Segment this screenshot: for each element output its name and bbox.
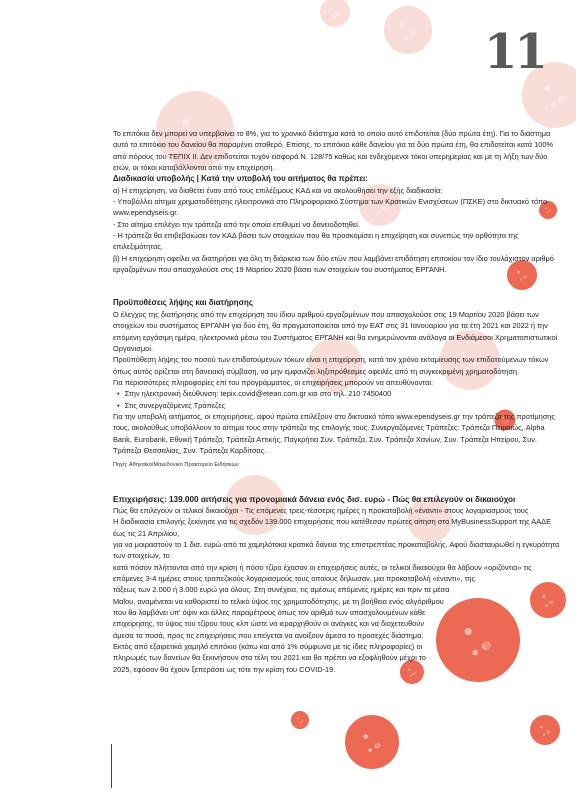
text-line: τάξεως των 2.000 ή 3.000 ευρώ για όλους. Στη συνέχεια, τις αμέσως επόμενες ημέρες και πριν τα μέσα xyxy=(113,585,450,595)
list-item: β) Η επιχείρηση οφείλει να διατηρήσει για όλη τη διάρκεια των δύο ετών που λαμβάνει επιδότηση επιτοκίου τον ίδιο τουλάχιστον αριθμό εργαζομένων που απασχολούσε στις 19 Μαρτίου 2020 βάσει των στοιχείων του συστήματος ΕΡΓΑΝΗ. xyxy=(113,253,554,275)
article-lines xyxy=(113,505,565,675)
text-line: Πώς θα επιλεγούν οι τελικοί δικαιούχοι - Τις επόμενες τρεις-τέσσερις ημέρες η προκαταβολή «έναντι» στους λογαριασμούς τους xyxy=(113,505,529,515)
text-line: Η διαδικασία επιλογής ξεκίνησε για τις σχεδόν 139.000 επιχειρήσεις που κατέθεσαν πρώτες αίτηση στο MyBusinessSupport της ΑΑΔΕ έως τις 21 Απριλίου, xyxy=(113,517,552,538)
section-heading: Προϋποθέσεις λήψης και διατήρησης xyxy=(113,298,253,308)
text-line: για να μοιραστούν το 1 δισ. ευρώ από τα χαμηλότοκα κρατικά δάνεια της επιστρεπτέας προκαταβολής. Αφού διασταυρωθεί η εγκυρότητα των στοιχείων, το xyxy=(113,540,560,561)
text-line: που θα λαμβάνει υπ' όψιν και άλλες παραμέτρους όπως τον αριθμό των απασχολουμένων κάθε xyxy=(113,608,426,618)
paragraph: Το επιτόκιο δεν μπορεί να υπερβαίνει το 8%, για το χρονικό διάστημα κατά το οποίο αυτό επιδοτείται (δύο πρώτα έτη). Για το διάστημα αυτό το επιτόκιο του δανείου θα παραμένει σταθερό. Επίσης, το επιτόκιο κάθε δανείου για τα δύο πρώτα έτη, θα επιδοτείται κατά 100% από πόρους του ΤΕΠΙΧ ΙΙ. Δεν επιδοτείται τυχόν εισφορά Ν. 128/75 καθώς και ενδεχόμενοι τόκοι υπερημερίας και με τη λήξη των δύο ετών, οι τόκοι καταβάλλονται από την επιχείρηση. xyxy=(113,129,554,173)
bullet-item: • Στην ηλεκτρονική διεύθυνση: tepix.covid@etean.com.gr και στο τηλ. 210 7450400 xyxy=(113,388,565,399)
bullet-item: • Στις συνεργαζόμενες Τράπεζες xyxy=(113,400,565,411)
margin-rule xyxy=(111,744,112,788)
text-line: επόμενες 3-4 ημέρες στους τραπεζικούς λογαριασμούς τους οποίους δήλωσαν, μια προκαταβολή «έναντι», της xyxy=(113,574,476,584)
paragraph: Προϋπόθεση λήψης του ποσού των επιδοτούμενων τόκων είναι η επιχείρηση, κατά τον χρόνο εκταμίευσης των επιδοτούμενων τόκων όπως αυτός ορίζεται στη δανειακή σύμβαση, να μην εμφανίζει ληξιπρόθεσμες οφειλές από τη συγκεκριμένη χρηματοδότηση. xyxy=(113,355,549,376)
paragraph: Για την υποβολή αιτήματος, οι επιχειρήσεις, αφού πρώτα επιλέξουν στο δικτυακό τόπο www.ependyseis.gr την τράπεζα της προτίμησης τους, ακολούθως υποβάλλουν το αίτημα τους στην τράπεζα της επιλογής τους. Συνεργαζόμενες Τράπεζες: Τράπεζα Πειραιώς, Alpha Bank, Eurobank, Εθνική Τράπεζα, Τράπεζα Αττικής, Παγκρήτια Συν. Τράπεζα, Συν. Τράπεζα Χανίων, Συν. Τράπεζα Ηπείρου, Συν. Τράπεζα Θεσσαλίας, Συν. Τράπεζα Καρδίτσας. xyxy=(113,411,555,455)
paragraph: Ο έλεγχος της διατήρησης από την επιχείρηση του ίδιου αριθμού εργαζομένων που απασχολούσε στις 19 Μαρτίου 2020 βάσει των στοιχείων του συστήματος ΕΡΓΑΝΗ για δύο έτη, θα πραγματοποιείται από την ΕΑΤ στις 31 Ιανουαρίου για τα έτη 2021 και 2022 ή την επόμενη εργάσιμη ημέρα, ηλεκτρονικά μέσω του Συστήματος ΕΡΓΑΝΗ και θα ενημερώνονται ανάλογα οι Ενδιάμεσοι Χρηματοπιστωτικοί Οργανισμοί. xyxy=(113,309,558,353)
paragraph: Για περισσότερες πληροφορίες επί του προγράμματος, οι επιχειρήσεις μπορούν να απευθύνονται: xyxy=(113,377,434,387)
text-line: Εκτός από εξαιρετικά χαμηλό επιτόκιο (κάτω και από 1% σύμφωνα με τις ίδιες πληροφορίες) οι xyxy=(113,642,423,652)
article-body xyxy=(113,128,565,675)
list-item: α) Η επιχείρηση, να διαθέτει έναν από τους επιλέξιμους ΚΑΔ και να ακολουθήσει την εξής διαδικασία: xyxy=(113,185,443,195)
section-heading: Διαδικασία υποβολής | Κατά την υποβολή του αιτήματος θα πρέπει: xyxy=(113,174,368,184)
source-credit: Πηγή: Αθηναϊκό/Μακεδονικό Πρακτορείο Ειδήσεων xyxy=(113,462,239,469)
text-line: 2025, εφόσον θα έχουν ξεπεράσει ως τότε την κρίση του COVID-19. xyxy=(113,664,336,674)
list-item: - Υποβάλλει αίτημα χρηματοδότησης ηλεκτρονικά στο Πληροφοριακό Σύστημα των Κρατικών Ενισχύσεων (ΠΣΚΕ) στο δικτυακό τόπο www.ependyseis.gr. xyxy=(113,197,548,218)
page-number: 11 xyxy=(484,24,545,80)
text-line: πληρωμές των δανείων θα ξεκινήσουν στα τέλη του 2021 και θα πρέπει να εξοφληθούν μέχρι το xyxy=(113,653,426,663)
text-line: άμεσα τα ποσά, προς τις επιχειρήσεις που επείγεται να ανοίξουν άμεσα το προσεχές διάστημα. xyxy=(113,630,424,640)
article-heading: Επιχειρήσεις: 139.000 αιτήσεις για προνομιακά δάνεια ενός δισ. ευρώ - Πώς θα επιλεγούν οι δικαιούχοι xyxy=(113,494,516,504)
text-line: επιχείρησης, το ύψος του τζίρου τους κλπ ώστε να ιεραρχηθούν οι ανάγκες και να διοχετευθούν xyxy=(113,619,425,629)
list-item: - Η τράπεζα θα επιβεβαιώσει τον ΚΑΔ βάσει των στοιχείων που θα προσκομίσει η επιχείρηση και συνεπώς την ορθότητα της επιλεξιμότητας. xyxy=(113,231,519,252)
text-line: Μαΐου, αναμένεται να καθοριστεί το τελικό ύψος της χρηματοδότησης, με τη βοήθεια ενός αλγόριθμου xyxy=(113,596,444,606)
text-line: κατά πόσον πλήττονται από την κρίση ή πόσο τζίρο έχασαν οι επιχειρήσεις αυτές, οι τελικοί δικαιούχοι θα λάβουν «οριζόντια» τις xyxy=(113,562,532,572)
list-item: - Στο αίτημα επιλέγει την τράπεζα από την οποία επιθυμεί να δανειοδοτηθεί. xyxy=(113,219,360,229)
